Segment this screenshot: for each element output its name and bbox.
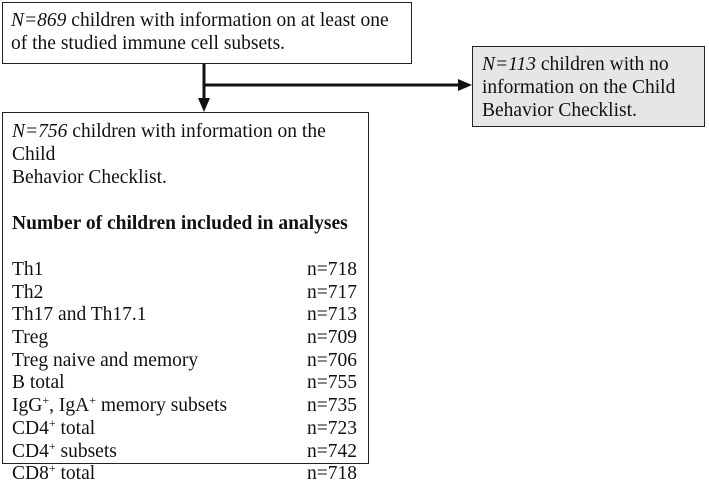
subset-count: n=706 bbox=[307, 349, 357, 371]
arrowhead-right bbox=[458, 79, 472, 91]
subset-count: n=709 bbox=[307, 327, 357, 349]
subset-row bbox=[12, 394, 368, 417]
subset-row bbox=[12, 349, 368, 372]
subset-label: Th17 and Th17.1 bbox=[12, 304, 147, 326]
analysis-line1: N=756 children with information on the Child bbox=[12, 121, 326, 165]
subset-label: CD8+ total bbox=[12, 461, 96, 485]
subset-row bbox=[12, 281, 368, 304]
subset-label: Th2 bbox=[12, 281, 44, 303]
subset-row bbox=[12, 326, 368, 349]
total-sample-box bbox=[2, 2, 412, 64]
total-sample-line2: of the studied immune cell subsets. bbox=[11, 33, 286, 54]
arrowhead-down bbox=[198, 98, 210, 112]
subset-count: n=735 bbox=[307, 395, 357, 417]
total-sample-line1: N=869 children with information on at least one bbox=[11, 10, 389, 31]
subset-row bbox=[12, 371, 368, 394]
subset-count: n=742 bbox=[307, 440, 357, 462]
analysis-sample-box bbox=[2, 112, 369, 485]
analyses-header: Number of children included in analyses bbox=[12, 213, 348, 234]
excluded-n: N=113 bbox=[482, 54, 536, 75]
subset-label: Th1 bbox=[12, 259, 44, 280]
subset-count: n=718 bbox=[307, 463, 357, 485]
subset-row bbox=[12, 440, 368, 463]
excluded-box bbox=[472, 46, 705, 127]
subset-count: n=717 bbox=[307, 281, 357, 303]
subset-label: Treg bbox=[12, 327, 49, 349]
subset-label: IgG+, IgA+ memory subsets bbox=[12, 393, 228, 417]
excluded-line3: Behavior Checklist. bbox=[482, 100, 637, 121]
subset-count: n=723 bbox=[307, 417, 357, 439]
analysis-line2: Behavior Checklist. bbox=[12, 167, 167, 188]
subset-count: n=718 bbox=[307, 259, 357, 280]
excluded-line2: information on the Child bbox=[482, 77, 676, 98]
subset-label: Treg naive and memory bbox=[12, 349, 199, 371]
subset-row bbox=[12, 258, 368, 281]
subset-list bbox=[12, 258, 368, 485]
subset-label: B total bbox=[12, 372, 65, 394]
excluded-line1: N=113 children with no bbox=[482, 54, 669, 75]
total-n: N=869 bbox=[11, 10, 67, 31]
subset-row bbox=[12, 417, 368, 440]
analysis-n: N=756 bbox=[12, 121, 68, 142]
subset-label: CD4+ total bbox=[12, 415, 96, 439]
subset-count: n=713 bbox=[307, 304, 357, 326]
subset-count: n=755 bbox=[307, 372, 357, 394]
subset-row bbox=[12, 303, 368, 326]
subset-label: CD4+ subsets bbox=[12, 438, 117, 462]
